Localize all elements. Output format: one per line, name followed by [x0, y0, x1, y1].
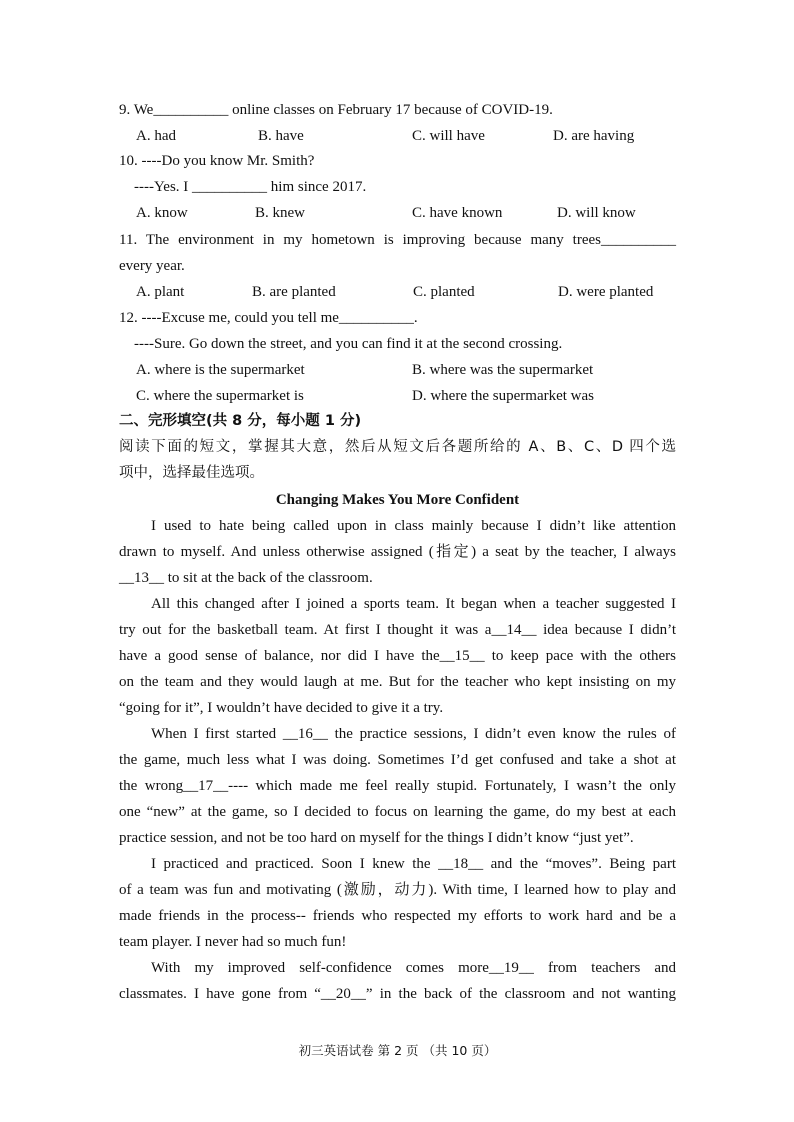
- question-9-option-d: D. are having: [553, 128, 635, 144]
- question-10-option-b: B. knew: [255, 205, 305, 221]
- question-11-option-c: C. planted: [413, 284, 475, 300]
- passage-line: When I first started __16__ the practice sessions, I didn’t even know the rules of: [151, 726, 676, 742]
- passage-line: the wrong__17__---- which made me feel really stupid. Fortunately, I wasn’t the only: [119, 778, 676, 794]
- section-instruction-line1: 阅读下面的短文，掌握其大意，然后从短文后各题所给的 A、B、C、D 四个选: [119, 439, 676, 455]
- passage-line: of a team was fun and motivating (激励，动力). With time, I learned how to play and: [119, 882, 676, 898]
- question-10-option-c: C. have known: [412, 205, 503, 221]
- question-9-stem: 9. We__________ online classes on February 17 because of COVID-19.: [119, 102, 553, 118]
- passage-title: Changing Makes You More Confident: [275, 492, 520, 508]
- passage-line: practice session, and not be too hard on myself for the things I didn’t know “just yet”.: [119, 830, 634, 846]
- question-12-option-a: A. where is the supermarket: [136, 362, 305, 378]
- question-12-stem: 12. ----Excuse me, could you tell me__________.: [119, 310, 418, 326]
- question-12-option-c: C. where the supermarket is: [136, 388, 304, 404]
- page-footer: 初三英语试卷 第 2 页 （共 10 页）: [298, 1043, 497, 1058]
- passage-line: try out for the basketball team. At first I thought it was a__14__ idea because I didn’t: [119, 622, 676, 638]
- question-12-option-b: B. where was the supermarket: [412, 362, 594, 378]
- section-instruction-line2: 项中，选择最佳选项。: [119, 465, 264, 481]
- passage-line: “going for it”, I wouldn’t have decided to give it a try.: [119, 700, 444, 716]
- section-heading: 二、完形填空(共 8 分，每小题 1 分): [119, 413, 362, 429]
- passage-line: team player. I never had so much fun!: [119, 934, 347, 950]
- question-11-option-a: A. plant: [136, 284, 185, 300]
- question-12-option-d: D. where the supermarket was: [412, 388, 595, 404]
- question-10-stem-line2: ----Yes. I __________ him since 2017.: [134, 179, 367, 195]
- passage-line: I practiced and practiced. Soon I knew the __18__ and the “moves”. Being part: [151, 856, 676, 872]
- passage-line: on the team and they would laugh at me. But for the teacher who kept insisting on my: [119, 674, 676, 690]
- question-10-option-a: A. know: [136, 205, 188, 221]
- question-9-option-a: A. had: [136, 128, 176, 144]
- passage-line: have a good sense of balance, nor did I have the__15__ to keep pace with the others: [119, 648, 676, 664]
- question-9-option-b: B. have: [258, 128, 304, 144]
- question-12-stem-line2: ----Sure. Go down the street, and you can find it at the second crossing.: [134, 336, 563, 352]
- passage-line: __13__ to sit at the back of the classroom.: [119, 570, 373, 586]
- question-9-option-c: C. will have: [412, 128, 485, 144]
- question-11-option-b: B. are planted: [252, 284, 336, 300]
- passage-line: With my improved self-confidence comes more__19__ from teachers and: [151, 960, 676, 976]
- passage-line: the game, much less what I was doing. Sometimes I’d get confused and take a shot at: [119, 752, 676, 768]
- passage-line: I used to hate being called upon in class mainly because I didn’t like attention: [151, 518, 676, 534]
- passage-line: made friends in the process-- friends who respected my efforts to work hard and be a: [119, 908, 676, 924]
- question-11-stem: 11. The environment in my hometown is improving because many trees__________: [119, 232, 676, 248]
- passage-line: All this changed after I joined a sports team. It began when a teacher suggested I: [151, 596, 676, 612]
- passage-line: classmates. I have gone from “__20__” in the back of the classroom and not wanting: [119, 986, 676, 1002]
- question-11-option-d: D. were planted: [558, 284, 654, 300]
- question-10-stem: 10. ----Do you know Mr. Smith?: [119, 153, 315, 169]
- passage-line: drawn to myself. And unless otherwise assigned (指定) a seat by the teacher, I always: [119, 544, 676, 560]
- question-11-stem-line2: every year.: [119, 258, 185, 274]
- passage-line: one “new” at the game, so I decided to focus on learning the game, do my best at each: [119, 804, 676, 820]
- question-10-option-d: D. will know: [557, 205, 636, 221]
